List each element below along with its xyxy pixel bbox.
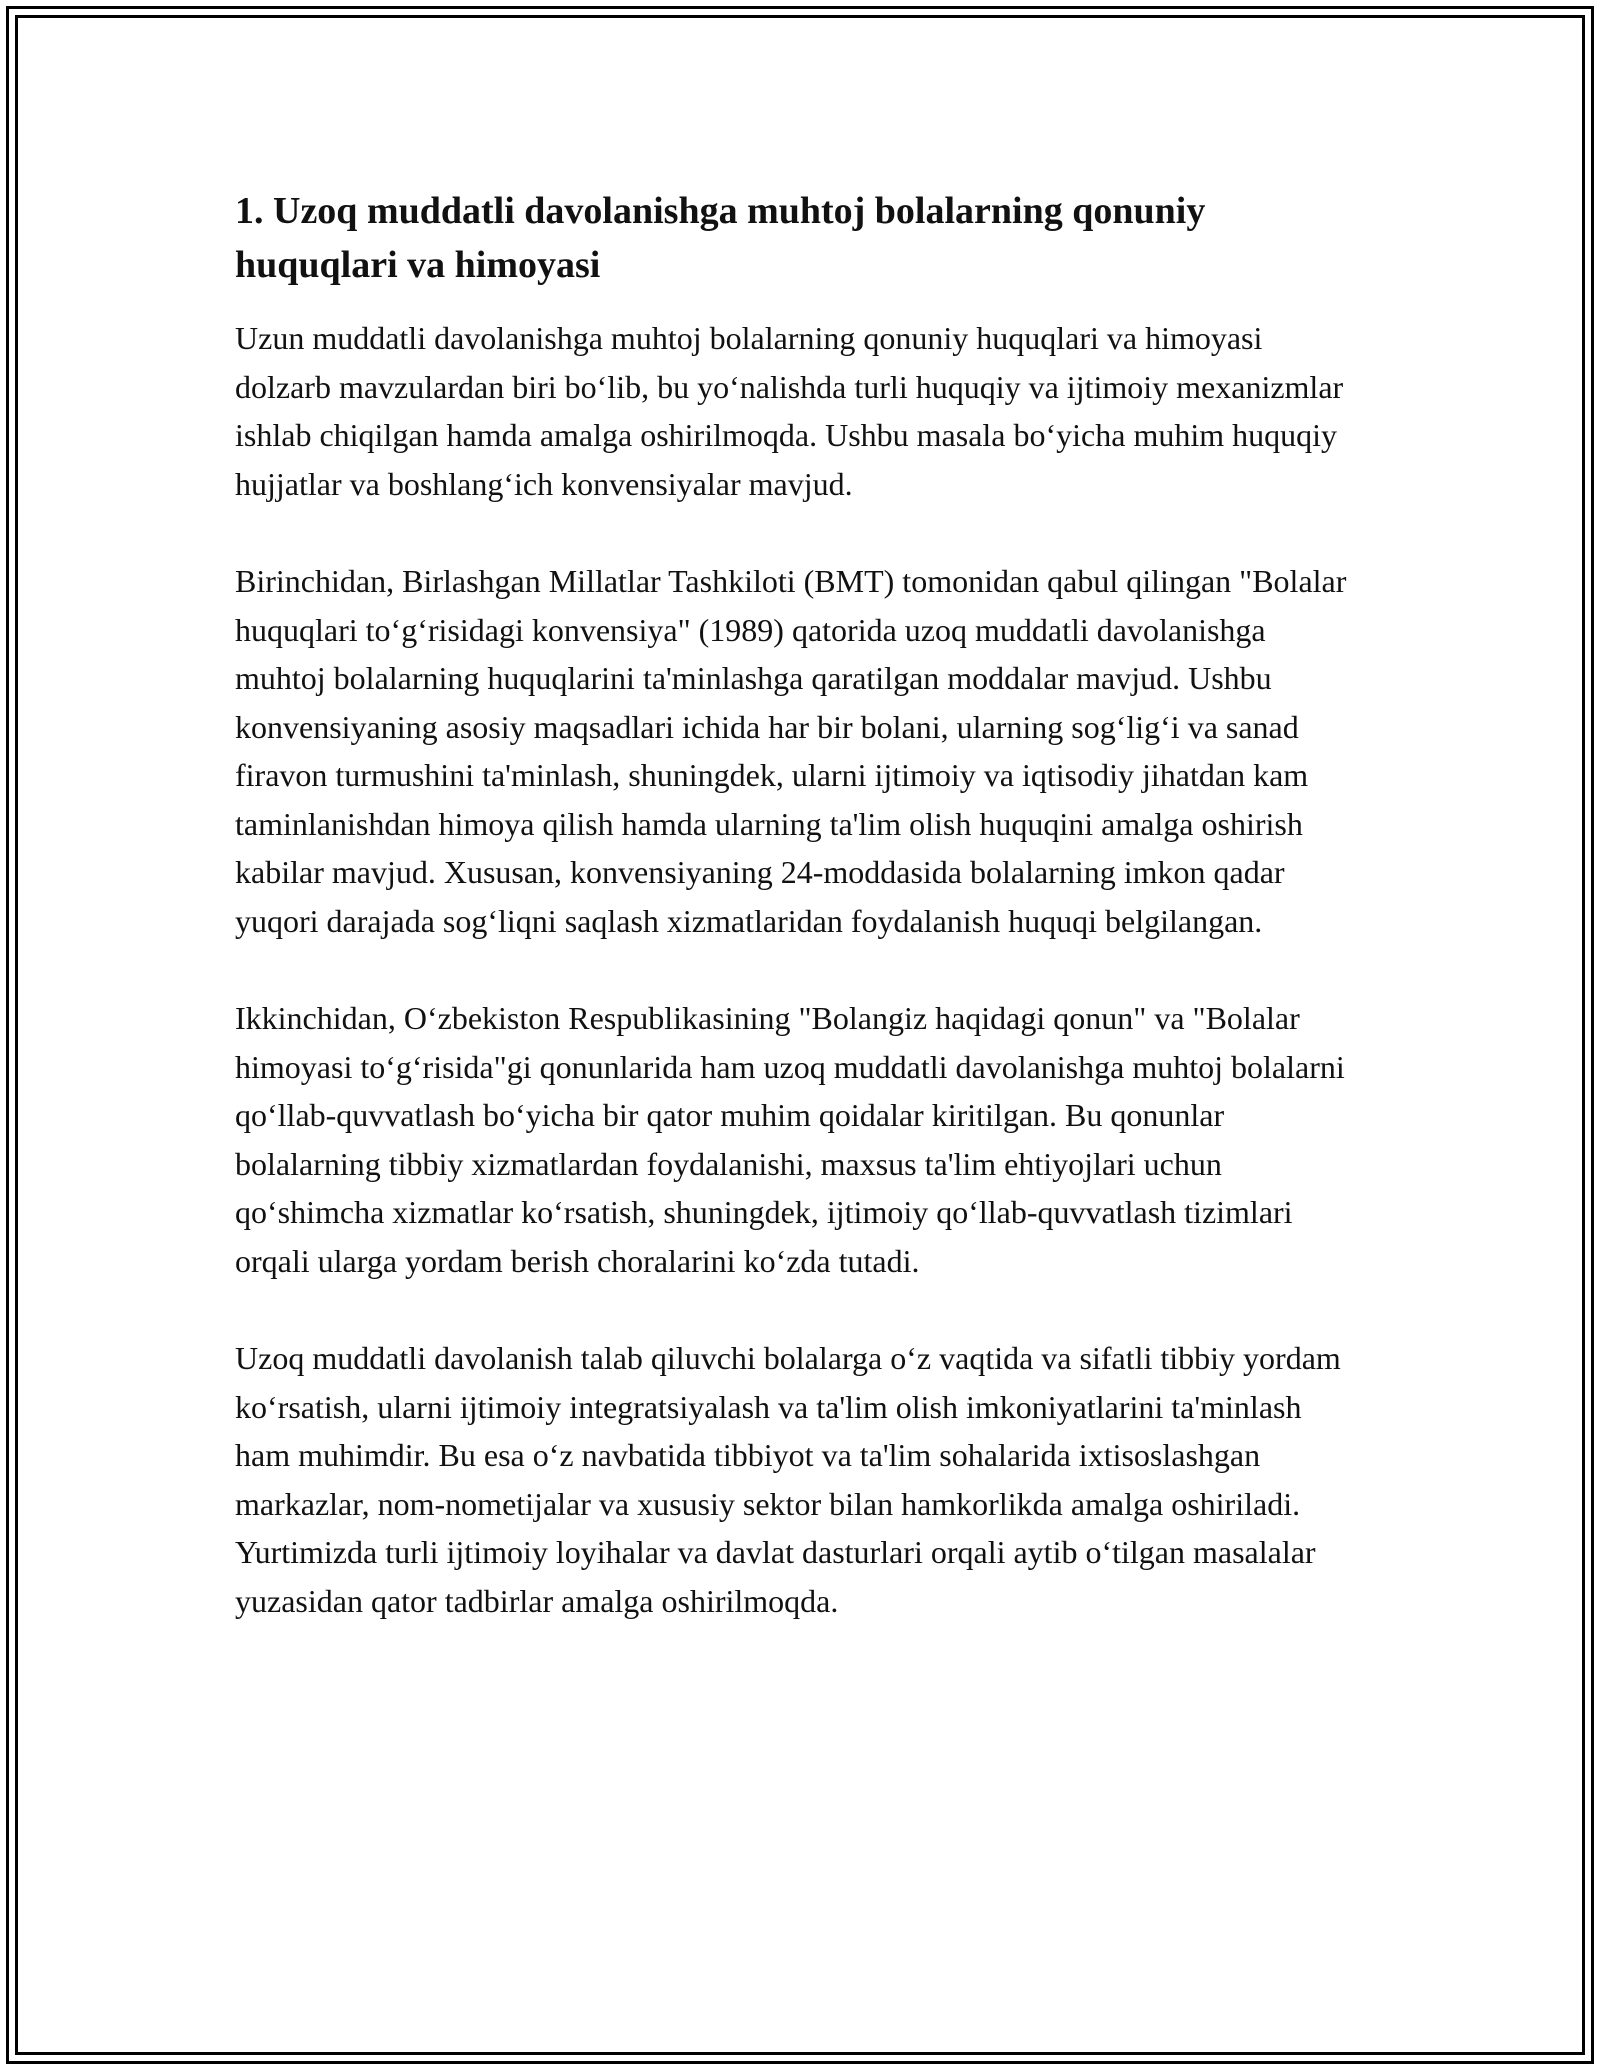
section-heading: 1. Uzoq muddatli davolanishga muhtoj bolalarning qonuniy huquqlari va himoyasi bbox=[235, 190, 1206, 286]
paragraph-second-point: Ikkinchidan, O‘zbekiston Respublikasining "Bolangiz haqidagi qonun" va "Bolalar himoyasi to‘g‘risida"gi qonunlarida ham uzoq muddatli davolanishga muhtoj bolalarni qo‘llab-quvvatlash bo‘yicha bir qator muhim qoidalar kiritilgan. Bu qonunlar bolalarning tibbiy xizmatlardan foydalanishi, maxsus ta'lim ehtiyojlari uchun qo‘shimcha xizmatlar ko‘rsatish, shuningdek, ijtimoiy qo‘llab-quvvatlash tizimlari orqali ularga yordam berish choralarini ko‘zda tutadi. bbox=[235, 1000, 1345, 1279]
document-body bbox=[235, 184, 1365, 1674]
paragraph-conclusion: Uzoq muddatli davolanish talab qiluvchi bolalarga o‘z vaqtida va sifatli tibbiy yordam ko‘rsatish, ularni ijtimoiy integratsiyalash va ta'lim olish imkoniyatlarini ta'minlash ham muhimdir. Bu esa o‘z navbatida tibbiyot va ta'lim sohalarida ixtisoslashgan markazlar, nom-nometijalar va xususiy sektor bilan hamkorlikda amalga oshiriladi. Yurtimizda turli ijtimoiy loyihalar va davlat dasturlari orqali aytib o‘tilgan masalalar yuzasidan qator tadbirlar amalga oshirilmoqda. bbox=[235, 1340, 1341, 1619]
paragraph-intro: Uzun muddatli davolanishga muhtoj bolalarning qonuniy huquqlari va himoyasi dolzarb mavzulardan biri bo‘lib, bu yo‘nalishda turli huquqiy va ijtimoiy mexanizmlar ishlab chiqilgan hamda amalga oshirilmoqda. Ushbu masala bo‘yicha muhim huquqiy hujjatlar va boshlang‘ich konvensiyalar mavjud. bbox=[235, 320, 1344, 502]
paragraph-first-point: Birinchidan, Birlashgan Millatlar Tashkiloti (BMT) tomonidan qabul qilingan "Bolalar huquqlari to‘g‘risidagi konvensiya" (1989) qatorida uzoq muddatli davolanishga muhtoj bolalarning huquqlarini ta'minlashga qaratilgan moddalar mavjud. Ushbu konvensiyaning asosiy maqsadlari ichida har bir bolani, ularning sog‘lig‘i va sanad firavon turmushini ta'minlash, shuningdek, ularni ijtimoiy va iqtisodiy jihatdan kam taminlanishdan himoya qilish hamda ularning ta'lim olish huquqini amalga oshirish kabilar mavjud. Xususan, konvensiyaning 24-moddasida bolalarning imkon qadar yuqori darajada sog‘liqni saqlash xizmatlaridan foydalanish huquqi belgilangan. bbox=[235, 563, 1347, 939]
